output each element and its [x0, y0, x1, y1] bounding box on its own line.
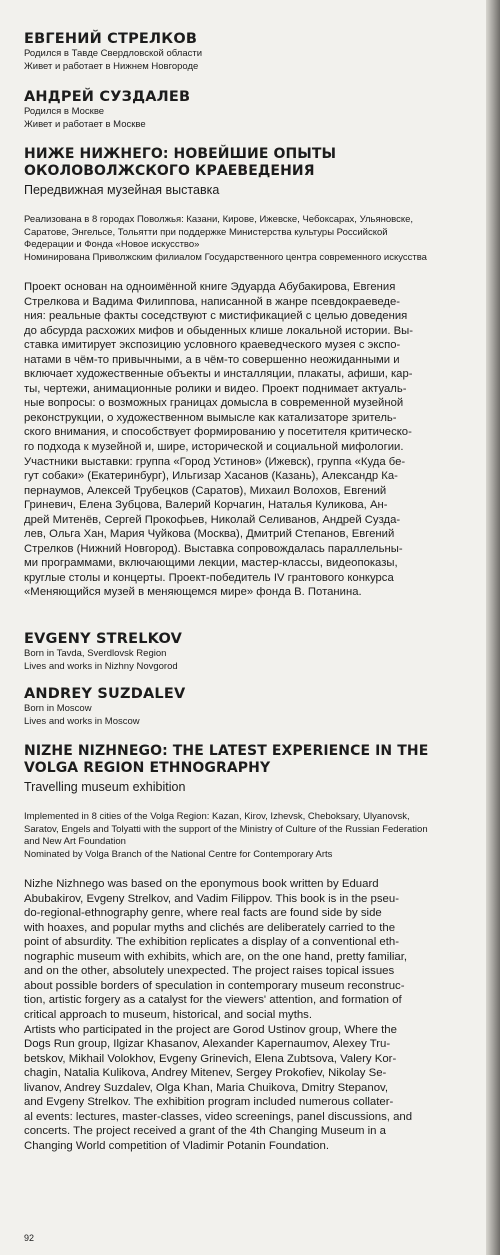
en-title-line: VOLGA REGION ETHNOGRAPHY	[24, 760, 271, 777]
page-content	[24, 30, 464, 1153]
en-artist-1	[24, 630, 464, 673]
en-artist-lives: Lives and works in Moscow	[24, 715, 140, 727]
en-body-line: and Evgeny Strelkov. The exhibition program included numerous collater-	[24, 1096, 394, 1109]
ru-body-line: Гриневич, Елена Зубцова, Валерий Корчагин, Наталья Куликова, Ан-	[24, 499, 388, 512]
ru-artist-lives: Живет и работает в Москве	[24, 118, 146, 130]
ru-exhibition-subtitle: Передвижная музейная выставка	[24, 183, 220, 197]
en-artist-name: ANDREY SUZDALEV	[24, 686, 186, 703]
ru-body-line: Стрелков (Нижний Новгород). Выставка сопровождалась параллельны-	[24, 542, 403, 555]
en-body-line: Abubakirov, Evgeny Strelkov, and Vadim Filippov. This book is in the pseu-	[24, 892, 400, 905]
en-artist-name: EVGENY STRELKOV	[24, 631, 183, 648]
ru-body-line: ставка имитирует экспозицию условного краеведческого музея с экспо-	[24, 339, 401, 352]
en-body-line: tion, artistic forgery as a catalyst for the viewers' attention, and formation of	[24, 994, 402, 1007]
ru-body-line: ния: реальные факты соседствуют с мистификацией с целью доведения	[24, 310, 408, 323]
ru-body-line: пернаумов, Алексей Трубецков (Саратов), Михаил Волохов, Евгений	[24, 484, 387, 497]
ru-body-line: гут собаки» (Екатеринбург), Ильгизар Хасанов (Казань), Александр Ка-	[24, 470, 398, 483]
en-body-line: critical approach to museum, historical, and social myths.	[24, 1008, 313, 1021]
en-detail-line: and New Art Foundation	[24, 836, 126, 848]
ru-title-line: НИЖЕ НИЖНЕГО: НОВЕЙШИЕ ОПЫТЫ	[24, 146, 337, 162]
en-body-line: al events: lectures, master-classes, video screenings, panel discussions, and	[24, 1110, 413, 1123]
ru-body-line: до абсурда расхожих мифов и обыденных клише локальной истории. Вы-	[24, 324, 414, 337]
en-body-line: with hoaxes, and popular myths and clichés are deliberately carried to the	[24, 921, 396, 934]
ru-body-text	[24, 280, 464, 600]
ru-body-line: ми программами, включающими лекции, мастер-классы, видеопоказы,	[24, 557, 398, 570]
en-body-line: Artists who participated in the project are Gorod Ustinov group, Where the	[24, 1023, 397, 1036]
ru-body-line: включает художественные объекты и инсталляции, плакаты, афиши, кар-	[24, 368, 413, 381]
ru-detail-line: Реализована в 8 городах Поволжья: Казани, Кирове, Ижевске, Чебоксарах, Ульяновске,	[24, 214, 414, 225]
ru-detail-line: Саратове, Энгельсе, Тольятти при поддержке Министерства культуры Российской	[24, 226, 388, 238]
en-body-text	[24, 877, 464, 1153]
ru-body-line: натами в чём-то привычными, а в чём-то совершенно неожиданными и	[24, 353, 400, 366]
ru-body-line: «Меняющийся музей в меняющемся мире» фонда В. Потанина.	[24, 586, 362, 599]
en-artist-lives: Lives and works in Nizhny Novgorod	[24, 660, 178, 672]
page-edge-shadow	[486, 0, 500, 1255]
en-exhibition-subtitle: Travelling museum exhibition	[24, 780, 186, 795]
ru-artist-name: ЕВГЕНИЙ СТРЕЛКОВ	[24, 31, 198, 47]
en-title-line: NIZHE NIZHNEGO: THE LATEST EXPERIENCE IN THE	[24, 743, 429, 760]
en-detail-line: Nominated by Volga Branch of the National Centre for Contemporary Arts	[24, 848, 333, 860]
ru-body-line: лев, Ольга Хан, Мария Чуйкова (Москва), Дмитрий Степанов, Евгений	[24, 528, 395, 541]
ru-body-line: ского внимания, и способствует формированию у посетителя критическо-	[24, 426, 412, 439]
ru-body-line: круглые столы и концерты. Проект-победитель IV грантового конкурса	[24, 571, 394, 584]
ru-body-line: го подхода к музейной и, шире, исторической и социальной мифологии.	[24, 441, 404, 454]
en-body-line: point of absurdity. The exhibition replicates a display of a conventional eth-	[24, 936, 400, 949]
en-body-line: concerts. The project received a grant of the 4th Changing Museum in a	[24, 1125, 386, 1138]
en-exhibition-details	[24, 811, 464, 861]
ru-body-line: ные вопросы: о возможных границах домысла в современной музейной	[24, 397, 404, 410]
en-detail-line: Saratov, Engels and Tolyatti with the support of the Ministry of Culture of the Russian Federation	[24, 823, 428, 835]
en-artist-2	[24, 685, 464, 728]
en-body-line: Dogs Run group, Ilgizar Khasanov, Alexander Kapernaumov, Alexey Tru-	[24, 1038, 391, 1051]
ru-artist-1	[24, 30, 464, 73]
ru-detail-line: Федерации и Фонда «Новое искусство»	[24, 239, 200, 250]
ru-detail-line: Номинирована Приволжским филиалом Государственного центра современного искусства	[24, 251, 427, 263]
ru-exhibition-title	[24, 146, 464, 180]
ru-body-line: Проект основан на одноимённой книге Эдуарда Абубакирова, Евгения	[24, 281, 396, 293]
en-body-line: nographic museum with exhibits, which are, on the one hand, pretty familiar,	[24, 950, 408, 963]
ru-artist-lives: Живет и работает в Нижнем Новгороде	[24, 60, 199, 72]
en-detail-line: Implemented in 8 cities of the Volga Region: Kazan, Kirov, Izhevsk, Cheboksary, Ulyanovsk,	[24, 811, 410, 823]
ru-artist-2	[24, 88, 464, 131]
en-body-line: about possible borders of speculation in contemporary museum reconstruc-	[24, 979, 405, 992]
en-body-line: livanov, Andrey Suzdalev, Olga Khan, Maria Chuikova, Dmitry Stepanov,	[24, 1081, 389, 1094]
ru-body-line: Участники выставки: группа «Город Устинов» (Ижевск), группа «Куда бе-	[24, 455, 406, 468]
ru-exhibition-details	[24, 214, 464, 264]
page-number: 92	[24, 1233, 35, 1243]
en-artist-born: Born in Tavda, Sverdlovsk Region	[24, 648, 167, 660]
ru-title-line: ОКОЛОВОЛЖСКОГО КРАЕВЕДЕНИЯ	[24, 163, 315, 179]
ru-body-line: реконструкции, о художественном вымысле как катализаторе зритель-	[24, 411, 397, 424]
en-body-line: and on the other, absolutely unexpected. The project raises topical issues	[24, 965, 395, 978]
en-exhibition-title	[24, 743, 464, 777]
en-artist-born: Born in Moscow	[24, 703, 92, 715]
en-body-line: Changing World competition of Vladimir Potanin Foundation.	[24, 1139, 329, 1152]
en-body-line: do-regional-ethnography genre, where real facts are found side by side	[24, 907, 382, 920]
en-body-line: chagin, Natalia Kulikova, Andrey Mitenev, Sergey Prokofiev, Nikolay Se-	[24, 1067, 387, 1080]
ru-body-line: ты, чертежи, анимационные ролики и видео. Проект поднимает актуаль-	[24, 382, 407, 395]
ru-artist-name: АНДРЕЙ СУЗДАЛЕВ	[24, 89, 191, 105]
ru-artist-born: Родился в Тавде Свердловской области	[24, 48, 203, 59]
en-body-line: Nizhe Nizhnego was based on the eponymous book written by Eduard	[24, 878, 379, 891]
en-body-line: betskov, Mikhail Volokhov, Evgeny Grinevich, Elena Zubtsova, Valery Kor-	[24, 1052, 397, 1065]
ru-artist-born: Родился в Москве	[24, 106, 105, 117]
ru-body-line: Стрелкова и Вадима Филиппова, написанной в жанре псевдокраеведе-	[24, 295, 401, 308]
ru-body-line: дрей Митенёв, Сергей Прокофьев, Николай Селиванов, Андрей Суздa-	[24, 513, 401, 526]
